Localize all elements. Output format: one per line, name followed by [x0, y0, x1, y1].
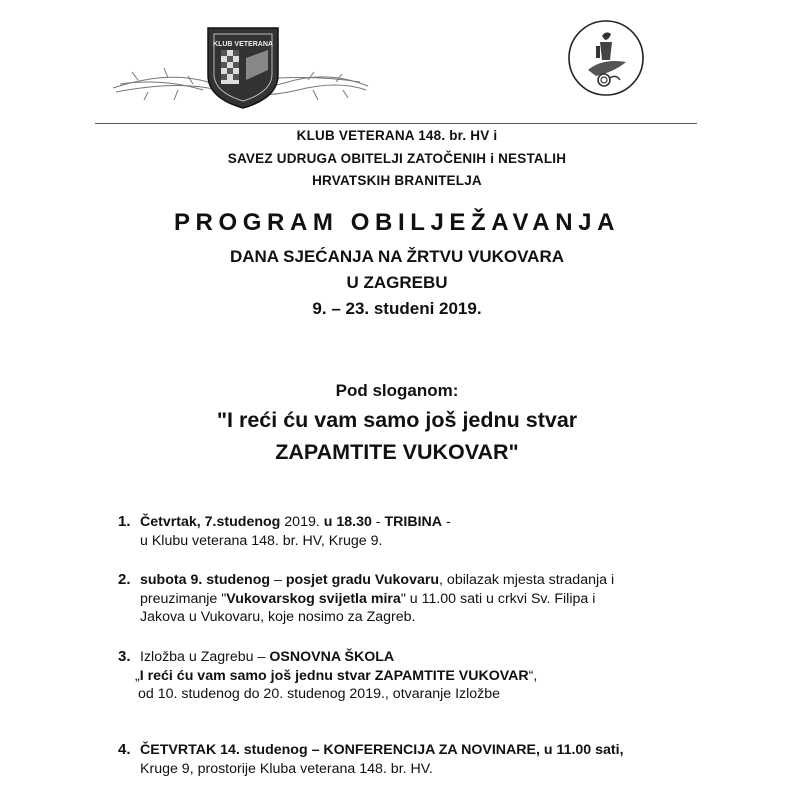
logo-text: KLUB VETERANA: [213, 41, 273, 48]
item-line: u Klubu veterana 148. br. HV, Kruge 9.: [140, 532, 383, 549]
item-text: preuzimanje ": [140, 590, 227, 607]
item-number: 4.: [118, 741, 131, 758]
item-text: -: [442, 514, 451, 530]
item-line: [140, 571, 730, 590]
org-line-2: SAVEZ UDRUGA OBITELJI ZATOČENIH i NESTALIH: [227, 151, 567, 166]
item-number: 1.: [118, 513, 131, 530]
item-event: TRIBINA: [384, 514, 443, 530]
item-text: –: [270, 572, 286, 588]
program-subtitle-2: U ZAGREBU: [346, 273, 448, 292]
item-line: Jakova u Vukovaru, koje nosimo za Zagreb.: [140, 609, 416, 625]
item-line: [140, 648, 730, 667]
item-text: Izložba u Zagrebu –: [140, 649, 270, 665]
item-line: [140, 513, 730, 532]
item-event: posjet gradu Vukovaru: [285, 572, 440, 588]
program-subtitle-1: DANA SJEĆANJA NA ŽRTVU VUKOVARA: [229, 247, 565, 266]
item-line: Kruge 9, prostorije Kluba veterana 148. br. HV.: [140, 760, 433, 777]
item-line: od 10. studenog do 20. studenog 2019., otvaranje Izložbe: [138, 686, 501, 702]
item-highlight: I reći ću vam samo još jednu stvar ZAPAMTITE VUKOVAR: [139, 667, 529, 684]
item-text: „: [135, 667, 140, 684]
item-date: subota 9. studenog: [140, 572, 271, 588]
item-highlight: Vukovarskog svijetla mira: [226, 590, 401, 607]
item-text: , obilazak mjesta stradanja i: [439, 572, 615, 588]
item-text: " u 11.00 sati u crkvi Sv. Filipa i: [400, 590, 596, 607]
item-line: [140, 590, 730, 609]
item-event: OSNOVNA ŠKOLA: [269, 649, 395, 665]
association-logo: [566, 18, 646, 98]
item-text: -: [371, 514, 385, 530]
item-text: “,: [528, 667, 538, 684]
slogan-line-2: ZAPAMTITE VUKOVAR": [275, 440, 519, 464]
org-line-3: HRVATSKIH BRANITELJA: [312, 173, 482, 188]
club-veterans-logo: [108, 20, 373, 118]
slogan-label: Pod sloganom:: [335, 381, 459, 400]
slogan-line-1: "I reći ću vam samo još jednu stvar: [216, 408, 578, 432]
org-line-1: KLUB VETERANA 148. br. HV i: [296, 128, 498, 143]
item-number: 3.: [118, 648, 131, 665]
header-divider: [95, 123, 697, 124]
item-date: Četvrtak, 7.studenog: [140, 514, 281, 530]
item-time: u 18.30: [323, 514, 372, 530]
item-line: ČETVRTAK 14. studenog – KONFERENCIJA ZA NOVINARE, u 11.00 sati,: [140, 742, 624, 758]
item-line: [135, 667, 730, 686]
item-text: 2019.: [280, 514, 324, 530]
item-number: 2.: [118, 571, 131, 588]
program-title: PROGRAM OBILJEŽAVANJA: [173, 209, 621, 236]
program-dates: 9. – 23. studeni 2019.: [312, 299, 482, 318]
